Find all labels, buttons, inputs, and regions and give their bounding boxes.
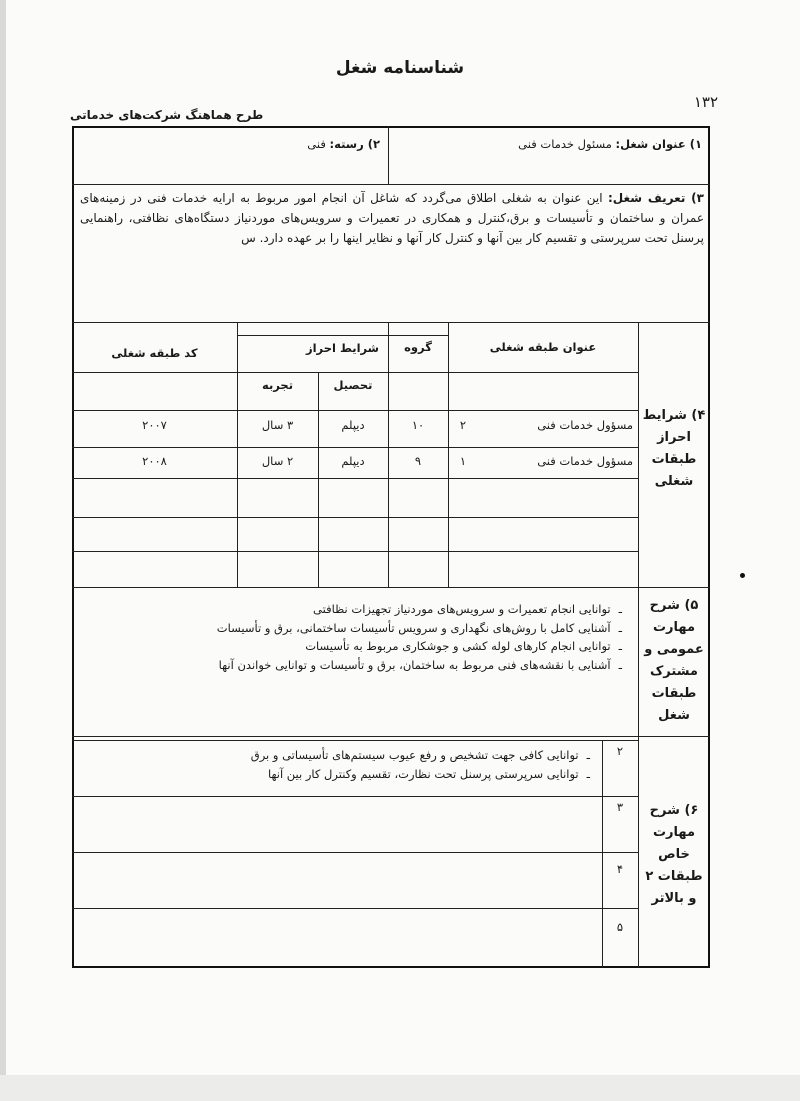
plan-name: طرح هماهنگ شرکت‌های خدماتی [70,108,264,122]
row-divider [72,517,638,518]
row-divider [72,372,638,373]
row2-title: مسؤول خدمات فنی [537,454,633,468]
list-item: ـتوانایی انجام کارهای لوله کشی و جوشکاری مربوط به تأسیسات [217,637,622,656]
header-class-code: کد طبقه شغلی [111,346,198,360]
page-number: ۱۳۲ [693,93,718,111]
specific-skills-section-label: ۶) شرح مهارت خاص طبقات ۲ و بالاتر [645,803,703,906]
job-title-value: مسئول خدمات فنی [518,137,612,151]
row-divider [72,908,638,909]
list-item: ـتوانایی سرپرستی پرسنل تحت نظارت، تقسیم وکنترل کار بین آنها [251,765,590,784]
level-3-number: ۳ [616,800,624,814]
dash-icon: ـ [618,657,622,672]
job-title-label: ۱) عنوان شغل: [615,137,702,151]
category-value: فنی [307,137,326,151]
dash-icon: ـ [586,748,590,762]
list-item: ـتوانایی کافی جهت تشخیص و رفع عیوب سیستم‌های تأسیساتی و برق [251,746,590,765]
category-label: ۲) رسته: [329,137,380,151]
category-field [307,137,380,151]
row-divider [72,796,638,797]
header-group: گروه [404,340,432,354]
row-divider [72,410,638,411]
row1-experience: ۳ سال [261,418,294,432]
scan-edge [0,0,6,1101]
requirements-subheader-divider [237,335,448,336]
row1-education: دیپلم [341,418,365,432]
row1-level: ۲ [459,418,467,432]
dash-icon: ـ [618,620,622,635]
col-divider [318,372,319,587]
level-4-number: ۴ [616,862,624,876]
job-definition [80,188,704,248]
col-divider [388,126,389,184]
row-divider [72,551,638,552]
row1-group: ۱۰ [411,418,425,432]
scan-bottom-band [0,1075,800,1101]
level-5-number: ۵ [616,920,624,934]
row-divider [72,447,638,448]
general-skills-section-label: ۵) شرح مهارت عمومی و مشترک طبقات شغل [644,598,704,723]
dash-icon: ـ [586,766,590,781]
row-divider [72,478,638,479]
job-profile-table [72,126,710,968]
row-divider [72,184,710,185]
row2-level: ۱ [459,454,467,468]
row-divider [72,740,638,741]
definition-label: ۳) تعریف شغل: [608,191,704,205]
row2-code: ۲۰۰۸ [142,454,167,468]
qualifications-section-label: ۴) شرایط احراز طبقات شغلی [642,408,706,489]
header-education: تحصیل [333,378,373,392]
row2-group: ۹ [414,454,422,468]
level-2-skills-list [251,746,590,783]
job-title-field [518,137,702,151]
scan-speck [740,573,745,578]
level-2-number: ۲ [616,744,624,758]
row-divider [72,587,710,588]
general-skills-list [217,600,622,674]
definition-text: این عنوان به شغلی اطلاق می‌گردد که شاغل آن انجام امور مربوط به ارایه خدمات فنی در زمینه‌های عمران و ساختمان و تأسیسات و برق،کنترل و همکاری در تعمیرات و سرویس‌های موردنیاز دستگاه‌های نظافتی، راهنمایی پرسنل تحت سرپرستی و تقسیم کار بین آنها و کنترل کار آنها و نظایر اینها را بر عهده دارد. س [80,191,704,245]
header-job-class-title: عنوان طبقه شغلی [489,340,597,354]
list-item: ـآشنایی کامل با روش‌های نگهداری و سرویس تأسیسات ساختمانی، برق و تأسیسات [217,619,622,638]
row-divider [72,736,710,737]
page-title: شناسنامه شغل [335,58,465,78]
row-divider [72,322,710,323]
row2-education: دیپلم [341,454,365,468]
dash-icon: ـ [618,639,622,653]
list-item: ـتوانایی انجام تعمیرات و سرویس‌های موردنیاز تجهیزات نظافتی [217,600,622,619]
header-requirements: شرایط احراز [306,341,379,355]
dash-icon: ـ [618,602,622,616]
row2-experience: ۲ سال [261,454,294,468]
row-divider [72,852,638,853]
list-item: ـآشنایی با نقشه‌های فنی مربوط به ساختمان، برق و تأسیسات و توانایی خواندن آنها [217,656,622,675]
row1-code: ۲۰۰۷ [142,418,167,432]
header-experience: تجربه [261,378,294,392]
row1-title: مسؤول خدمات فنی [537,418,633,432]
